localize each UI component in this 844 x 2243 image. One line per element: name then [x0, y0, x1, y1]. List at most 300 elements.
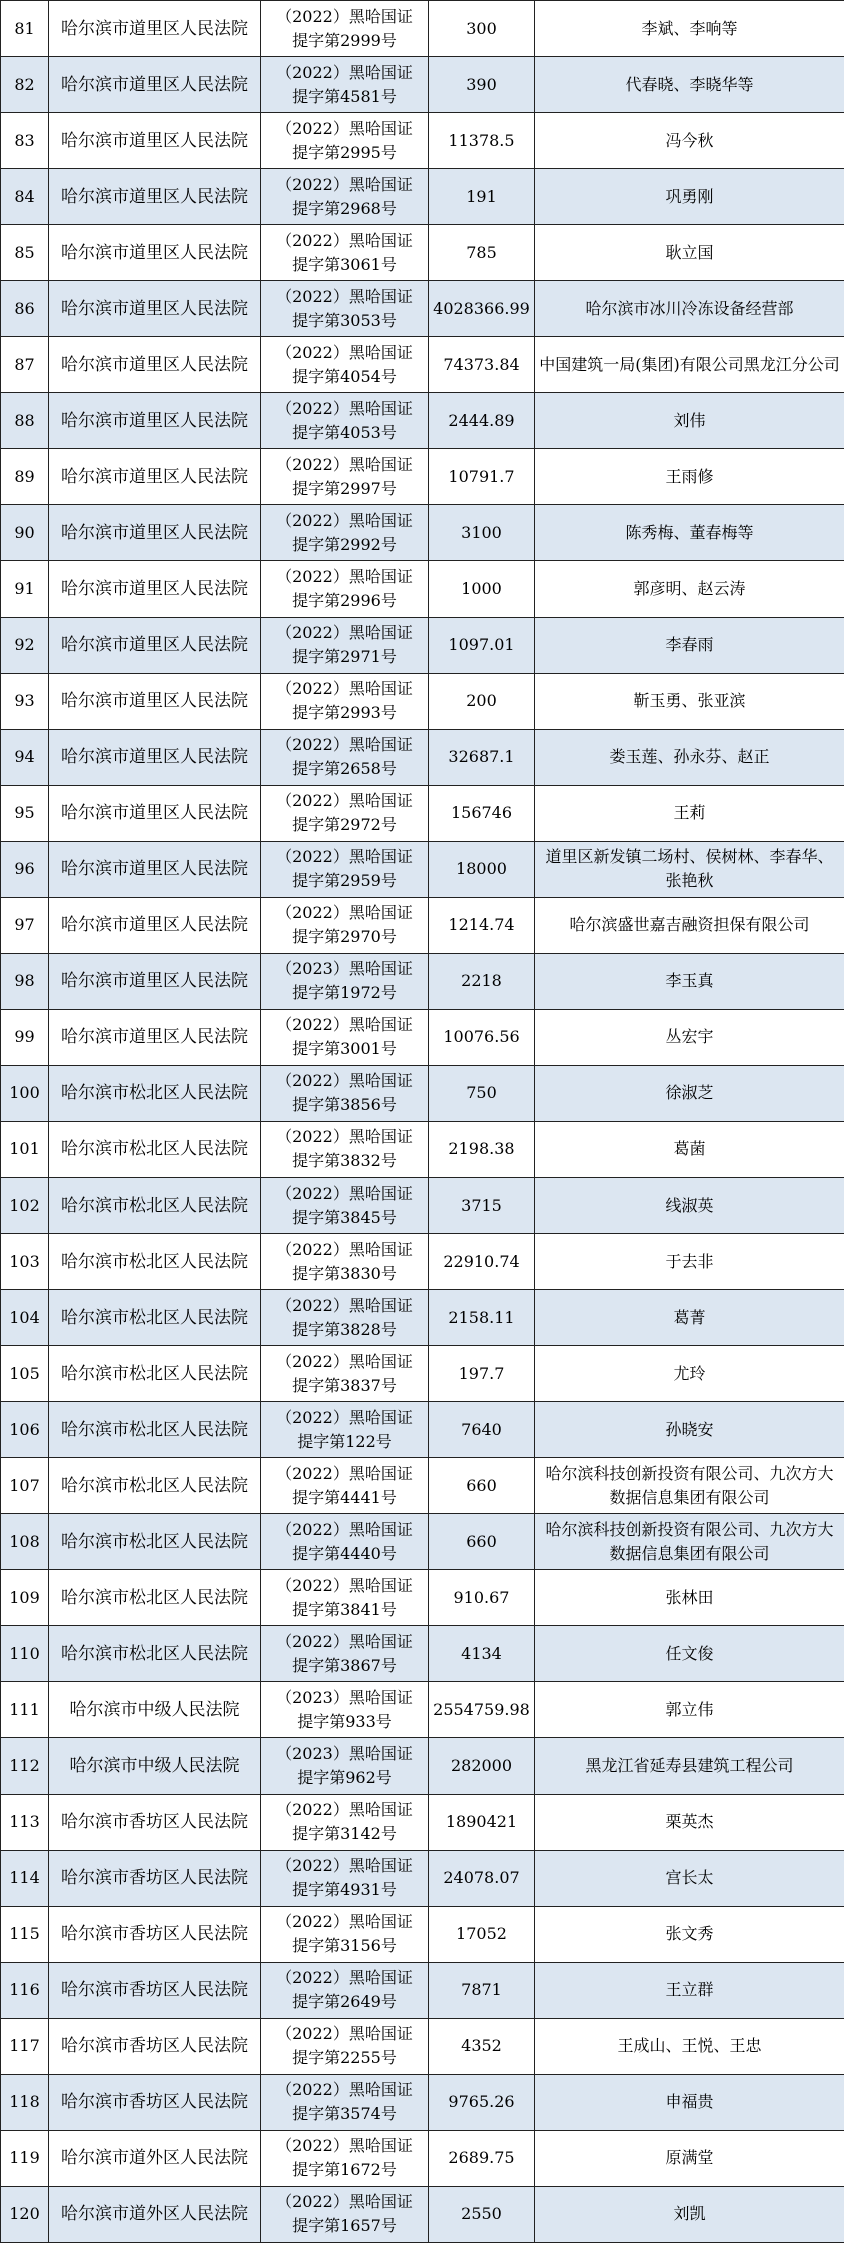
row-number: 88	[1, 393, 49, 449]
certificate-line-1: （2022）黑哈国证	[265, 1406, 424, 1430]
certificate-line-2: 提字第2992号	[265, 533, 424, 557]
party-name: 耿立国	[535, 225, 844, 281]
certificate-line-1: （2022）黑哈国证	[265, 845, 424, 869]
certificate-line-1: （2022）黑哈国证	[265, 341, 424, 365]
amount-value: 390	[429, 57, 535, 113]
amount-value: 32687.1	[429, 729, 535, 785]
table-row	[1, 505, 844, 561]
amount-value: 300	[429, 1, 535, 57]
amount-value: 11378.5	[429, 113, 535, 169]
certificate-line-1: （2022）黑哈国证	[265, 1966, 424, 1990]
court-name: 哈尔滨市道里区人民法院	[49, 785, 261, 841]
certificate-line-2: 提字第3574号	[265, 2102, 424, 2126]
amount-value: 24078.07	[429, 1850, 535, 1906]
certificate-number	[261, 1682, 429, 1738]
row-number: 120	[1, 2186, 49, 2242]
certificate-line-2: 提字第1672号	[265, 2158, 424, 2182]
row-number: 85	[1, 225, 49, 281]
certificate-line-2: 提字第2959号	[265, 869, 424, 893]
party-name: 线淑英	[535, 1177, 844, 1233]
row-number: 86	[1, 281, 49, 337]
court-name: 哈尔滨市松北区人民法院	[49, 1290, 261, 1346]
table-row	[1, 1177, 844, 1233]
table-row	[1, 1794, 844, 1850]
certificate-number	[261, 57, 429, 113]
certificate-number	[261, 561, 429, 617]
party-name: 丛宏宇	[535, 1009, 844, 1065]
certificate-line-1: （2022）黑哈国证	[265, 621, 424, 645]
certificate-number	[261, 1850, 429, 1906]
table-row	[1, 1, 844, 57]
table-row	[1, 1065, 844, 1121]
certificate-line-2: 提字第3837号	[265, 1374, 424, 1398]
party-name: 李春雨	[535, 617, 844, 673]
certificate-number	[261, 1234, 429, 1290]
row-number: 111	[1, 1682, 49, 1738]
table-row	[1, 281, 844, 337]
party-name: 尤玲	[535, 1346, 844, 1402]
certificate-line-2: 提字第3001号	[265, 1037, 424, 1061]
party-name: 张林田	[535, 1570, 844, 1626]
certificate-line-2: 提字第3845号	[265, 1206, 424, 1230]
certificate-line-1: （2022）黑哈国证	[265, 173, 424, 197]
party-name: 冯今秋	[535, 113, 844, 169]
court-name: 哈尔滨市道里区人民法院	[49, 281, 261, 337]
table-row	[1, 393, 844, 449]
court-name: 哈尔滨市道里区人民法院	[49, 617, 261, 673]
court-name: 哈尔滨市松北区人民法院	[49, 1121, 261, 1177]
table-row	[1, 1626, 844, 1682]
certificate-number	[261, 2074, 429, 2130]
amount-value: 660	[429, 1458, 535, 1514]
court-name: 哈尔滨市道里区人民法院	[49, 673, 261, 729]
court-name: 哈尔滨市道里区人民法院	[49, 561, 261, 617]
party-name: 哈尔滨科技创新投资有限公司、九次方大数据信息集团有限公司	[535, 1458, 844, 1514]
row-number: 99	[1, 1009, 49, 1065]
court-name: 哈尔滨市道里区人民法院	[49, 225, 261, 281]
party-name: 李斌、李响等	[535, 1, 844, 57]
row-number: 104	[1, 1290, 49, 1346]
certificate-line-2: 提字第2999号	[265, 29, 424, 53]
table-row	[1, 1570, 844, 1626]
certificate-number	[261, 337, 429, 393]
court-name: 哈尔滨市松北区人民法院	[49, 1626, 261, 1682]
certificate-line-2: 提字第3832号	[265, 1149, 424, 1173]
court-name: 哈尔滨市中级人民法院	[49, 1682, 261, 1738]
certificate-line-1: （2022）黑哈国证	[265, 229, 424, 253]
amount-value: 2554759.98	[429, 1682, 535, 1738]
table-row	[1, 1458, 844, 1514]
table-row	[1, 953, 844, 1009]
table-row	[1, 897, 844, 953]
certificate-line-1: （2022）黑哈国证	[265, 453, 424, 477]
court-name: 哈尔滨市松北区人民法院	[49, 1514, 261, 1570]
certificate-line-1: （2022）黑哈国证	[265, 1069, 424, 1093]
court-name: 哈尔滨市道里区人民法院	[49, 953, 261, 1009]
party-name: 葛菁	[535, 1290, 844, 1346]
party-name: 王成山、王悦、王忠	[535, 2018, 844, 2074]
row-number: 106	[1, 1402, 49, 1458]
table-row	[1, 57, 844, 113]
row-number: 97	[1, 897, 49, 953]
row-number: 98	[1, 953, 49, 1009]
table-row	[1, 113, 844, 169]
certificate-number	[261, 1290, 429, 1346]
certificate-number	[261, 2018, 429, 2074]
court-name: 哈尔滨市道里区人民法院	[49, 337, 261, 393]
court-name: 哈尔滨市香坊区人民法院	[49, 2018, 261, 2074]
party-name: 哈尔滨盛世嘉吉融资担保有限公司	[535, 897, 844, 953]
certificate-line-2: 提字第962号	[265, 1766, 424, 1790]
party-name: 葛菌	[535, 1121, 844, 1177]
table-row	[1, 449, 844, 505]
party-name: 哈尔滨科技创新投资有限公司、九次方大数据信息集团有限公司	[535, 1514, 844, 1570]
court-name: 哈尔滨市松北区人民法院	[49, 1570, 261, 1626]
court-name: 哈尔滨市松北区人民法院	[49, 1346, 261, 1402]
certificate-number	[261, 1906, 429, 1962]
party-name: 申福贵	[535, 2074, 844, 2130]
certificate-line-1: （2022）黑哈国证	[265, 117, 424, 141]
certificate-line-1: （2022）黑哈国证	[265, 677, 424, 701]
records-table-body	[1, 1, 844, 2243]
row-number: 103	[1, 1234, 49, 1290]
court-name: 哈尔滨市松北区人民法院	[49, 1402, 261, 1458]
certificate-line-1: （2023）黑哈国证	[265, 1686, 424, 1710]
row-number: 101	[1, 1121, 49, 1177]
amount-value: 18000	[429, 841, 535, 897]
certificate-number	[261, 673, 429, 729]
court-name: 哈尔滨市道里区人民法院	[49, 505, 261, 561]
certificate-line-1: （2022）黑哈国证	[265, 1910, 424, 1934]
court-name: 哈尔滨市道里区人民法院	[49, 57, 261, 113]
amount-value: 10791.7	[429, 449, 535, 505]
certificate-line-2: 提字第3828号	[265, 1318, 424, 1342]
certificate-number	[261, 1626, 429, 1682]
court-name: 哈尔滨市道里区人民法院	[49, 169, 261, 225]
certificate-line-2: 提字第2255号	[265, 2046, 424, 2070]
certificate-line-1: （2022）黑哈国证	[265, 733, 424, 757]
amount-value: 156746	[429, 785, 535, 841]
court-name: 哈尔滨市道里区人民法院	[49, 449, 261, 505]
court-name: 哈尔滨市香坊区人民法院	[49, 1906, 261, 1962]
party-name: 原满堂	[535, 2130, 844, 2186]
certificate-number	[261, 785, 429, 841]
amount-value: 191	[429, 169, 535, 225]
table-row	[1, 561, 844, 617]
certificate-line-2: 提字第4053号	[265, 421, 424, 445]
party-name: 任文俊	[535, 1626, 844, 1682]
party-name: 陈秀梅、董春梅等	[535, 505, 844, 561]
certificate-number	[261, 1402, 429, 1458]
certificate-line-2: 提字第2972号	[265, 813, 424, 837]
certificate-line-2: 提字第2971号	[265, 645, 424, 669]
certificate-number	[261, 1009, 429, 1065]
court-name: 哈尔滨市道里区人民法院	[49, 1, 261, 57]
certificate-line-2: 提字第3841号	[265, 1598, 424, 1622]
certificate-line-2: 提字第3142号	[265, 1822, 424, 1846]
party-name: 哈尔滨市冰川冷冻设备经营部	[535, 281, 844, 337]
party-name: 靳玉勇、张亚滨	[535, 673, 844, 729]
table-row	[1, 673, 844, 729]
certificate-line-2: 提字第4054号	[265, 365, 424, 389]
certificate-line-2: 提字第4581号	[265, 85, 424, 109]
table-row	[1, 225, 844, 281]
certificate-number	[261, 1458, 429, 1514]
amount-value: 1214.74	[429, 897, 535, 953]
party-name: 代春晓、李晓华等	[535, 57, 844, 113]
certificate-line-2: 提字第4440号	[265, 1542, 424, 1566]
row-number: 83	[1, 113, 49, 169]
certificate-number	[261, 113, 429, 169]
amount-value: 3715	[429, 1177, 535, 1233]
certificate-number	[261, 1514, 429, 1570]
amount-value: 7871	[429, 1962, 535, 2018]
row-number: 81	[1, 1, 49, 57]
certificate-number	[261, 169, 429, 225]
certificate-line-1: （2022）黑哈国证	[265, 1798, 424, 1822]
table-row	[1, 1906, 844, 1962]
amount-value: 785	[429, 225, 535, 281]
amount-value: 7640	[429, 1402, 535, 1458]
amount-value: 2550	[429, 2186, 535, 2242]
court-name: 哈尔滨市松北区人民法院	[49, 1177, 261, 1233]
amount-value: 2689.75	[429, 2130, 535, 2186]
row-number: 89	[1, 449, 49, 505]
certificate-line-2: 提字第3053号	[265, 309, 424, 333]
amount-value: 200	[429, 673, 535, 729]
certificate-number	[261, 1, 429, 57]
court-name: 哈尔滨市道外区人民法院	[49, 2186, 261, 2242]
certificate-line-1: （2022）黑哈国证	[265, 1630, 424, 1654]
party-name: 栗英杰	[535, 1794, 844, 1850]
certificate-line-2: 提字第2649号	[265, 1990, 424, 2014]
certificate-line-2: 提字第2658号	[265, 757, 424, 781]
certificate-line-2: 提字第2993号	[265, 701, 424, 725]
certificate-line-1: （2022）黑哈国证	[265, 1574, 424, 1598]
table-row	[1, 1121, 844, 1177]
amount-value: 3100	[429, 505, 535, 561]
party-name: 刘伟	[535, 393, 844, 449]
amount-value: 2198.38	[429, 1121, 535, 1177]
certificate-line-1: （2022）黑哈国证	[265, 2134, 424, 2158]
party-name: 王莉	[535, 785, 844, 841]
table-row	[1, 337, 844, 393]
table-row	[1, 1234, 844, 1290]
table-row	[1, 1682, 844, 1738]
row-number: 82	[1, 57, 49, 113]
party-name: 黑龙江省延寿县建筑工程公司	[535, 1738, 844, 1794]
row-number: 93	[1, 673, 49, 729]
table-row	[1, 1738, 844, 1794]
certificate-number	[261, 1738, 429, 1794]
party-name: 王立群	[535, 1962, 844, 2018]
table-row	[1, 2130, 844, 2186]
certificate-number	[261, 953, 429, 1009]
row-number: 118	[1, 2074, 49, 2130]
party-name: 巩勇刚	[535, 169, 844, 225]
certificate-line-1: （2023）黑哈国证	[265, 1742, 424, 1766]
court-name: 哈尔滨市香坊区人民法院	[49, 1962, 261, 2018]
row-number: 102	[1, 1177, 49, 1233]
certificate-number	[261, 2186, 429, 2242]
row-number: 95	[1, 785, 49, 841]
row-number: 94	[1, 729, 49, 785]
certificate-number	[261, 841, 429, 897]
certificate-line-1: （2022）黑哈国证	[265, 1182, 424, 1206]
row-number: 100	[1, 1065, 49, 1121]
certificate-line-1: （2022）黑哈国证	[265, 1462, 424, 1486]
amount-value: 282000	[429, 1738, 535, 1794]
certificate-line-2: 提字第2968号	[265, 197, 424, 221]
row-number: 108	[1, 1514, 49, 1570]
certificate-line-1: （2022）黑哈国证	[265, 509, 424, 533]
certificate-line-1: （2022）黑哈国证	[265, 5, 424, 29]
table-row	[1, 1009, 844, 1065]
certificate-line-1: （2022）黑哈国证	[265, 2078, 424, 2102]
amount-value: 4134	[429, 1626, 535, 1682]
certificate-number	[261, 2130, 429, 2186]
party-name: 张文秀	[535, 1906, 844, 1962]
certificate-line-2: 提字第3867号	[265, 1654, 424, 1678]
certificate-line-2: 提字第3830号	[265, 1262, 424, 1286]
certificate-number	[261, 1346, 429, 1402]
table-row	[1, 1850, 844, 1906]
court-name: 哈尔滨市香坊区人民法院	[49, 1794, 261, 1850]
row-number: 90	[1, 505, 49, 561]
court-name: 哈尔滨市道里区人民法院	[49, 113, 261, 169]
certificate-line-2: 提字第2995号	[265, 141, 424, 165]
certificate-line-1: （2022）黑哈国证	[265, 397, 424, 421]
amount-value: 4028366.99	[429, 281, 535, 337]
certificate-line-2: 提字第4931号	[265, 1878, 424, 1902]
amount-value: 22910.74	[429, 1234, 535, 1290]
court-name: 哈尔滨市道外区人民法院	[49, 2130, 261, 2186]
row-number: 116	[1, 1962, 49, 2018]
certificate-number	[261, 1794, 429, 1850]
party-name: 娄玉莲、孙永芬、赵正	[535, 729, 844, 785]
certificate-number	[261, 1570, 429, 1626]
party-name: 李玉真	[535, 953, 844, 1009]
certificate-number	[261, 729, 429, 785]
certificate-line-2: 提字第1657号	[265, 2214, 424, 2238]
table-row	[1, 1402, 844, 1458]
amount-value: 17052	[429, 1906, 535, 1962]
certificate-line-1: （2022）黑哈国证	[265, 1238, 424, 1262]
table-row	[1, 169, 844, 225]
court-name: 哈尔滨市松北区人民法院	[49, 1458, 261, 1514]
table-row	[1, 785, 844, 841]
certificate-number	[261, 1065, 429, 1121]
table-row	[1, 1962, 844, 2018]
certificate-line-1: （2022）黑哈国证	[265, 285, 424, 309]
certificate-number	[261, 1177, 429, 1233]
amount-value: 910.67	[429, 1570, 535, 1626]
certificate-line-1: （2022）黑哈国证	[265, 1854, 424, 1878]
table-row	[1, 1290, 844, 1346]
amount-value: 750	[429, 1065, 535, 1121]
certificate-line-1: （2022）黑哈国证	[265, 61, 424, 85]
certificate-line-2: 提字第3856号	[265, 1093, 424, 1117]
table-row	[1, 617, 844, 673]
court-name: 哈尔滨市道里区人民法院	[49, 897, 261, 953]
row-number: 105	[1, 1346, 49, 1402]
certificate-number	[261, 1121, 429, 1177]
certificate-line-2: 提字第2970号	[265, 925, 424, 949]
row-number: 87	[1, 337, 49, 393]
certificate-line-1: （2022）黑哈国证	[265, 789, 424, 813]
certificate-number	[261, 505, 429, 561]
certificate-line-1: （2022）黑哈国证	[265, 1125, 424, 1149]
party-name: 徐淑芝	[535, 1065, 844, 1121]
certificate-line-2: 提字第933号	[265, 1710, 424, 1734]
certificate-number	[261, 393, 429, 449]
amount-value: 1890421	[429, 1794, 535, 1850]
court-name: 哈尔滨市松北区人民法院	[49, 1234, 261, 1290]
certificate-line-1: （2022）黑哈国证	[265, 2022, 424, 2046]
amount-value: 660	[429, 1514, 535, 1570]
certificate-number	[261, 897, 429, 953]
row-number: 113	[1, 1794, 49, 1850]
party-name: 刘凯	[535, 2186, 844, 2242]
table-row	[1, 841, 844, 897]
row-number: 91	[1, 561, 49, 617]
party-name: 中国建筑一局(集团)有限公司黑龙江分公司	[535, 337, 844, 393]
certificate-number	[261, 1962, 429, 2018]
certificate-line-2: 提字第1972号	[265, 981, 424, 1005]
certificate-line-1: （2022）黑哈国证	[265, 1518, 424, 1542]
table-row	[1, 1514, 844, 1570]
certificate-line-2: 提字第2997号	[265, 477, 424, 501]
row-number: 112	[1, 1738, 49, 1794]
row-number: 117	[1, 2018, 49, 2074]
amount-value: 2158.11	[429, 1290, 535, 1346]
certificate-line-1: （2022）黑哈国证	[265, 901, 424, 925]
party-name: 于去非	[535, 1234, 844, 1290]
certificate-line-2: 提字第122号	[265, 1430, 424, 1454]
amount-value: 1000	[429, 561, 535, 617]
certificate-line-2: 提字第3156号	[265, 1934, 424, 1958]
certificate-line-1: （2022）黑哈国证	[265, 565, 424, 589]
table-row	[1, 2074, 844, 2130]
certificate-line-1: （2022）黑哈国证	[265, 1013, 424, 1037]
certificate-line-2: 提字第4441号	[265, 1486, 424, 1510]
amount-value: 4352	[429, 2018, 535, 2074]
certificate-line-2: 提字第3061号	[265, 253, 424, 277]
row-number: 92	[1, 617, 49, 673]
court-name: 哈尔滨市道里区人民法院	[49, 1009, 261, 1065]
row-number: 107	[1, 1458, 49, 1514]
certificate-line-1: （2022）黑哈国证	[265, 2190, 424, 2214]
amount-value: 2218	[429, 953, 535, 1009]
party-name: 郭立伟	[535, 1682, 844, 1738]
table-row	[1, 1346, 844, 1402]
court-name: 哈尔滨市道里区人民法院	[49, 841, 261, 897]
row-number: 109	[1, 1570, 49, 1626]
table-row	[1, 2186, 844, 2242]
court-name: 哈尔滨市香坊区人民法院	[49, 1850, 261, 1906]
table-row	[1, 729, 844, 785]
party-name: 王雨修	[535, 449, 844, 505]
certificate-number	[261, 617, 429, 673]
amount-value: 9765.26	[429, 2074, 535, 2130]
court-name: 哈尔滨市中级人民法院	[49, 1738, 261, 1794]
court-name: 哈尔滨市松北区人民法院	[49, 1065, 261, 1121]
party-name: 道里区新发镇二场村、侯树林、李春华、张艳秋	[535, 841, 844, 897]
party-name: 郭彦明、赵云涛	[535, 561, 844, 617]
row-number: 119	[1, 2130, 49, 2186]
row-number: 110	[1, 1626, 49, 1682]
certificate-line-1: （2023）黑哈国证	[265, 957, 424, 981]
